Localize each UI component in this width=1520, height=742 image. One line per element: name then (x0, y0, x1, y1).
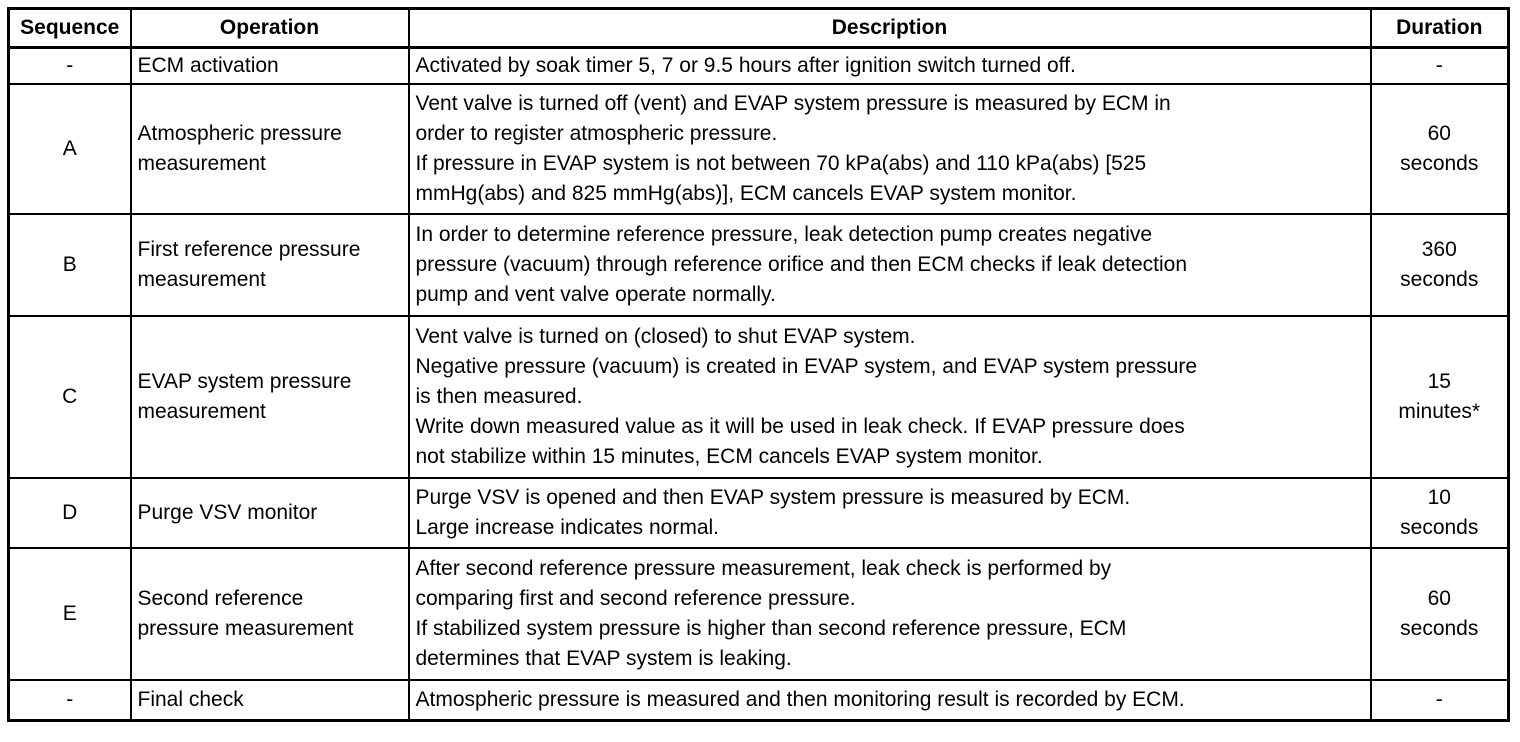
operation-cell-line: EVAP system pressure (137, 370, 352, 393)
operation-cell-line: measurement (137, 400, 266, 423)
header-description: Description (409, 9, 1371, 48)
document-page (7, 7, 1510, 722)
duration-cell-line: seconds (1400, 516, 1479, 539)
description-cell (409, 316, 1371, 478)
description-cell (409, 84, 1371, 214)
sequence-cell: C (9, 316, 131, 478)
header-sequence: Sequence (9, 9, 131, 48)
operation-cell-line: pressure measurement (137, 617, 354, 640)
description-cell-line: not stabilize within 15 minutes, ECM cancels EVAP system monitor. (415, 445, 1043, 468)
operation-cell (131, 316, 409, 478)
description-cell (409, 48, 1371, 85)
duration-cell-line: seconds (1400, 617, 1479, 640)
description-cell-line: If stabilized system pressure is higher than second reference pressure, ECM (415, 617, 1127, 640)
duration-cell-line: 10 (1427, 486, 1451, 509)
table-body (9, 48, 1509, 721)
sequence-cell: - (9, 48, 131, 85)
operation-cell-line: Second reference (137, 587, 304, 610)
duration-cell (1371, 48, 1509, 85)
description-cell (409, 214, 1371, 316)
header-operation: Operation (131, 9, 409, 48)
operation-cell-line: Atmospheric pressure (137, 122, 342, 145)
duration-cell-line: seconds (1400, 152, 1479, 175)
table-row (9, 548, 1509, 680)
description-cell-line: In order to determine reference pressure, leak detection pump creates negative (415, 223, 1153, 246)
duration-cell-line: minutes* (1398, 400, 1481, 423)
table-row (9, 84, 1509, 214)
duration-cell (1371, 84, 1509, 214)
description-cell-line: determines that EVAP system is leaking. (415, 647, 792, 670)
duration-cell (1371, 316, 1509, 478)
table-row (9, 316, 1509, 478)
operation-cell-line: ECM activation (137, 54, 279, 77)
operation-cell (131, 84, 409, 214)
duration-cell (1371, 214, 1509, 316)
duration-cell (1371, 548, 1509, 680)
operation-cell (131, 214, 409, 316)
description-cell-line: Write down measured value as it will be used in leak check. If EVAP pressure does (415, 415, 1185, 438)
description-cell-line: Vent valve is turned on (closed) to shut EVAP system. (415, 325, 916, 348)
description-cell-line: is then measured. (415, 385, 583, 408)
header-row (9, 9, 1509, 48)
operation-cell-line: First reference pressure (137, 238, 361, 261)
table-row (9, 48, 1509, 85)
operation-cell-line: Final check (137, 687, 244, 711)
description-cell-line: Activated by soak timer 5, 7 or 9.5 hours after ignition switch turned off. (415, 54, 1076, 77)
table-header (9, 9, 1509, 48)
sequence-cell: D (9, 478, 131, 548)
operation-cell-line: measurement (137, 152, 266, 175)
operation-cell (131, 680, 409, 720)
description-cell (409, 478, 1371, 548)
description-cell-line: comparing first and second reference pressure. (415, 587, 856, 610)
sequence-cell: A (9, 84, 131, 214)
table-row (9, 680, 1509, 720)
duration-cell-line: - (1435, 687, 1443, 711)
description-cell-line: mmHg(abs) and 825 mmHg(abs)], ECM cancels EVAP system monitor. (415, 182, 1077, 205)
description-cell (409, 548, 1371, 680)
description-cell-line: Atmospheric pressure is measured and then monitoring result is recorded by ECM. (415, 687, 1185, 711)
table-row (9, 478, 1509, 548)
description-cell-line: After second reference pressure measurement, leak check is performed by (415, 557, 1112, 580)
duration-cell (1371, 478, 1509, 548)
sequence-cell: E (9, 548, 131, 680)
description-cell-line: If pressure in EVAP system is not between 70 kPa(abs) and 110 kPa(abs) [525 (415, 152, 1147, 175)
operation-cell (131, 48, 409, 85)
duration-cell-line: 360 (1421, 238, 1457, 261)
description-cell-line: pump and vent valve operate normally. (415, 283, 776, 306)
description-cell-line: Purge VSV is opened and then EVAP system pressure is measured by ECM. (415, 486, 1131, 509)
duration-cell-line: 60 (1427, 587, 1451, 610)
operation-cell (131, 478, 409, 548)
duration-cell-line: 60 (1427, 122, 1451, 145)
description-cell-line: Negative pressure (vacuum) is created in EVAP system, and EVAP system pressure (415, 355, 1198, 378)
sequence-cell: B (9, 214, 131, 316)
operation-cell-line: Purge VSV monitor (137, 501, 318, 524)
description-cell-line: pressure (vacuum) through reference orifice and then ECM checks if leak detection (415, 253, 1188, 276)
duration-cell-line: seconds (1400, 268, 1479, 291)
header-duration: Duration (1371, 9, 1509, 48)
description-cell-line: Large increase indicates normal. (415, 516, 719, 539)
description-cell-line: order to register atmospheric pressure. (415, 122, 778, 145)
evap-monitor-table (7, 7, 1510, 722)
sequence-cell: - (9, 680, 131, 720)
operation-cell (131, 548, 409, 680)
description-cell (409, 680, 1371, 720)
operation-cell-line: measurement (137, 268, 266, 291)
description-cell-line: Vent valve is turned off (vent) and EVAP system pressure is measured by ECM in (415, 92, 1171, 115)
duration-cell-line: 15 (1427, 370, 1451, 393)
duration-cell (1371, 680, 1509, 720)
duration-cell-line: - (1435, 54, 1443, 77)
table-row (9, 214, 1509, 316)
